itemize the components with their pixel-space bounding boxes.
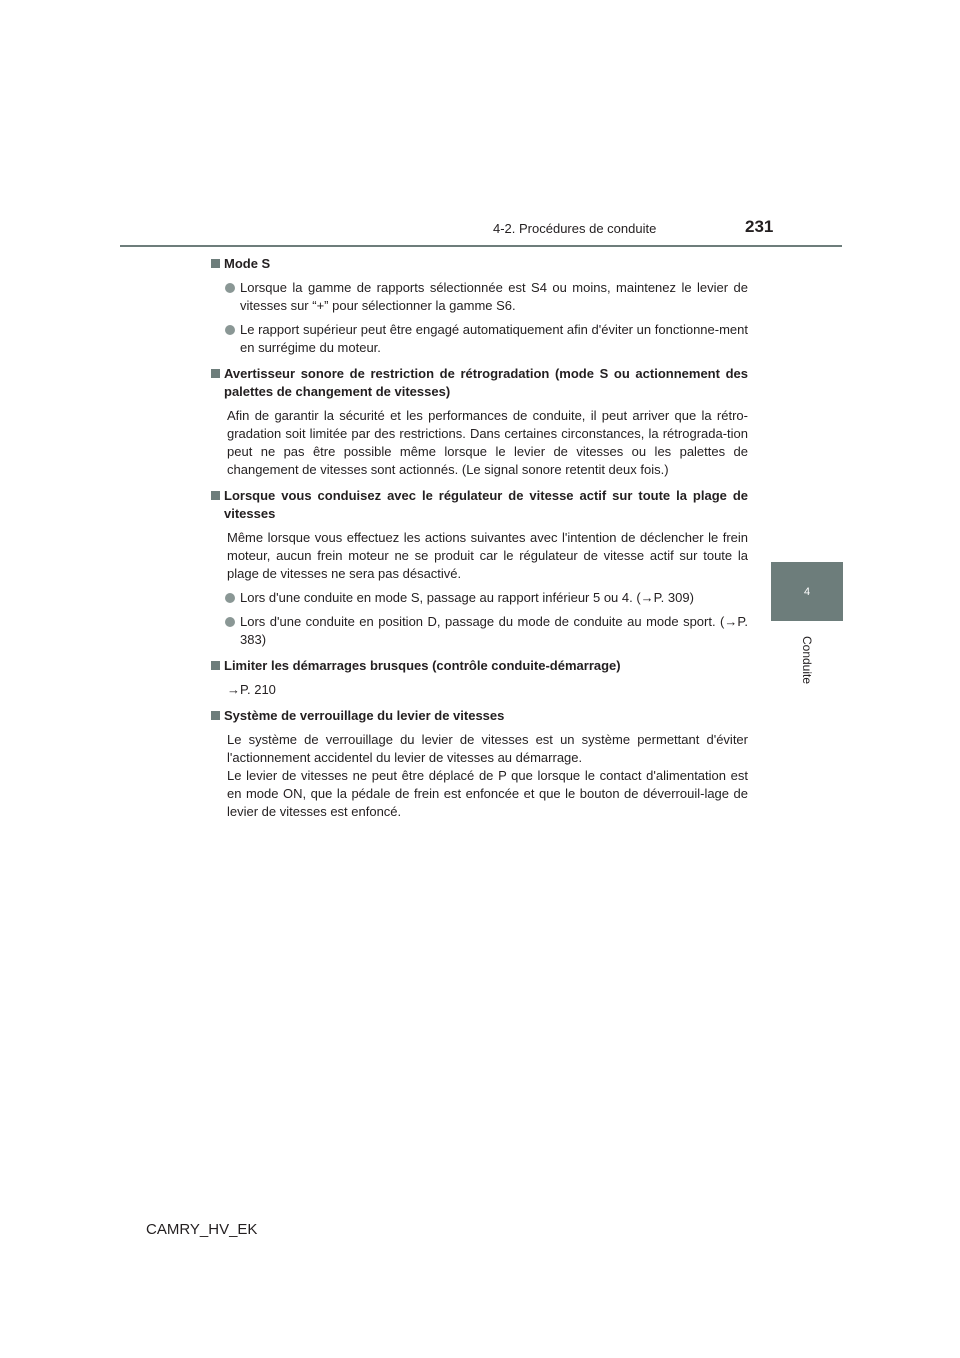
list-item bbox=[210, 279, 748, 315]
section-title-verrouillage bbox=[210, 707, 748, 725]
chapter-tab bbox=[771, 562, 843, 621]
paragraph bbox=[210, 731, 748, 821]
section-title-text: Lorsque vous conduisez avec le régulateur de vitesse actif sur toute la plage de vitesses bbox=[224, 488, 748, 521]
section-title-text: Mode S bbox=[224, 256, 271, 271]
square-bullet-icon bbox=[211, 711, 220, 720]
list-item bbox=[210, 589, 748, 607]
list-item-text: Lorsque la gamme de rapports sélectionnée est S4 ou moins, maintenez le levier de vitesses sur “+” pour sélectionner la gamme S6. bbox=[240, 280, 748, 313]
section-title-demarrages bbox=[210, 657, 748, 675]
list-item-text: Lors d'une conduite en position D, passage du mode de conduite au mode sport. (→P. 383) bbox=[240, 614, 748, 647]
chapter-number: 4 bbox=[803, 585, 811, 598]
square-bullet-icon bbox=[211, 661, 220, 670]
section-title-text: Système de verrouillage du levier de vitesses bbox=[224, 708, 505, 723]
section-title-text: Limiter les démarrages brusques (contrôle conduite-démarrage) bbox=[224, 658, 621, 673]
circle-bullet-icon bbox=[225, 325, 235, 335]
page-number: 231 bbox=[745, 217, 774, 236]
square-bullet-icon bbox=[211, 491, 220, 500]
chapter-label-text: Conduite bbox=[800, 635, 815, 685]
page-content bbox=[210, 255, 748, 821]
circle-bullet-icon bbox=[225, 617, 235, 627]
page-reference: →P. 210 bbox=[227, 682, 276, 697]
header-rule bbox=[120, 245, 842, 247]
footer-model-code: CAMRY_HV_EK bbox=[146, 1221, 258, 1238]
circle-bullet-icon bbox=[225, 283, 235, 293]
list-item-text: Le rapport supérieur peut être engagé automatiquement afin d'éviter un fonctionne-ment en surrégime du moteur. bbox=[240, 322, 748, 355]
header-section-title: 4-2. Procédures de conduite bbox=[493, 221, 657, 236]
paragraph-line: Le levier de vitesses ne peut être déplacé de P que lorsque le contact d'alimentation est en mode ON, que la pédale de frein est enfoncée et que le bouton de déverrouil-lage de levier de vitesses est enfoncé. bbox=[227, 768, 748, 819]
section-title-avertisseur bbox=[210, 365, 748, 401]
list-item-text: Lors d'une conduite en mode S, passage au rapport inférieur 5 ou 4. (→P. 309) bbox=[240, 590, 694, 605]
paragraph-line: Le système de verrouillage du levier de vitesses est un système permettant d'éviter l'actionnement accidentel du levier de vitesses au démarrage. bbox=[227, 732, 748, 765]
square-bullet-icon bbox=[211, 259, 220, 268]
list-item bbox=[210, 613, 748, 649]
circle-bullet-icon bbox=[225, 593, 235, 603]
paragraph: Afin de garantir la sécurité et les performances de conduite, il peut arriver que la rétro-gradation soit limitée par des restrictions. Dans certaines circonstances, la rétrograda-tion peut ne pas être possible même lorsque le levier de vitesses ou les palettes de changement de vitesses sont actionnés. (Le signal sonore retentit deux fois.) bbox=[227, 408, 748, 477]
square-bullet-icon bbox=[211, 369, 220, 378]
section-title-text: Avertisseur sonore de restriction de rétrogradation (mode S ou actionnement des palettes de changement de vitesses) bbox=[224, 366, 748, 399]
paragraph: Même lorsque vous effectuez les actions suivantes avec l'intention de déclencher le frein moteur, aucun frein moteur ne se produit car le régulateur de vitesse actif sur toute la plage de vitesses ne sera pas désactivé. bbox=[227, 530, 748, 581]
section-title-regulateur bbox=[210, 487, 748, 523]
chapter-label bbox=[787, 630, 827, 690]
list-item bbox=[210, 321, 748, 357]
section-title-mode-s bbox=[210, 255, 748, 273]
